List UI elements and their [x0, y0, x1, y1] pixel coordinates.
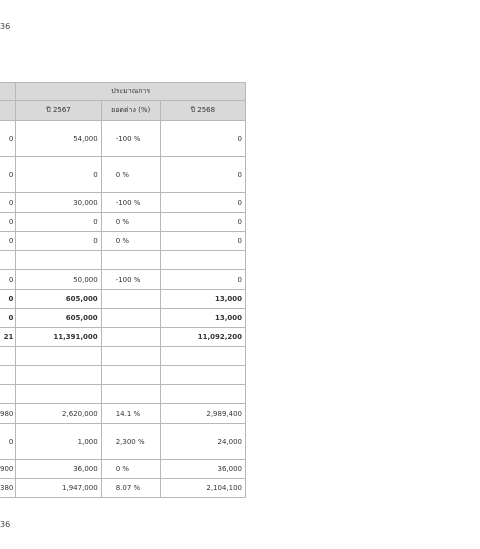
diff-percent-cell	[101, 251, 160, 270]
year-2568-cell: 2,989,400	[160, 404, 245, 424]
table-row	[0, 121, 246, 157]
year-2567-cell: 605,000	[16, 290, 101, 309]
year-2568-cell	[160, 347, 245, 366]
diff-percent-cell	[101, 290, 160, 309]
prev-year-cell: 980	[0, 404, 16, 424]
prev-year-cell: 0	[0, 213, 16, 232]
diff-percent-cell	[101, 385, 160, 404]
table-row	[0, 347, 246, 366]
group-header-estimate: ประมาณการ	[16, 83, 246, 101]
diff-percent-cell	[101, 328, 160, 347]
diff-percent-cell	[101, 347, 160, 366]
prev-year-cell: 0	[0, 157, 16, 193]
prev-year-cell	[0, 385, 16, 404]
year-2567-cell	[16, 366, 101, 385]
diff-percent-cell	[101, 309, 160, 328]
diff-percent-cell: -100 %	[101, 193, 160, 213]
prev-year-cell: 0	[0, 424, 16, 460]
table-row	[0, 270, 246, 290]
prev-year-cell: 900	[0, 460, 16, 479]
year-2568-cell: 0	[160, 193, 245, 213]
year-2567-cell: 30,000	[16, 193, 101, 213]
prev-year-cell: 21	[0, 328, 16, 347]
header-spacer	[0, 83, 16, 101]
page-number-bottom: 36	[0, 520, 11, 529]
year-2567-cell: 36,000	[16, 460, 101, 479]
year-2568-cell: 2,104,100	[160, 479, 245, 498]
prev-year-cell: 380	[0, 479, 16, 498]
table-row	[0, 213, 246, 232]
table-row	[0, 424, 246, 460]
budget-table	[0, 82, 246, 498]
prev-year-cell: 0	[0, 232, 16, 251]
table-column-header-row	[0, 101, 246, 121]
year-2567-cell: 1,000	[16, 424, 101, 460]
year-2567-cell: 50,000	[16, 270, 101, 290]
prev-year-cell: 0	[0, 193, 16, 213]
diff-percent-cell: 0 %	[101, 232, 160, 251]
year-2568-cell	[160, 385, 245, 404]
table-row	[0, 157, 246, 193]
diff-percent-cell: -100 %	[101, 121, 160, 157]
prev-year-cell: 0	[0, 290, 16, 309]
column-header-diff: ยอดต่าง (%)	[101, 101, 160, 121]
table-row	[0, 328, 246, 347]
diff-percent-cell	[101, 366, 160, 385]
diff-percent-cell: 14.1 %	[101, 404, 160, 424]
year-2568-cell: 0	[160, 157, 245, 193]
prev-year-cell	[0, 347, 16, 366]
year-2568-cell: 0	[160, 232, 245, 251]
table-row	[0, 385, 246, 404]
column-header-2568: ปี 2568	[160, 101, 245, 121]
table-row	[0, 309, 246, 328]
year-2568-cell	[160, 366, 245, 385]
table-group-header-row	[0, 83, 246, 101]
table-row	[0, 290, 246, 309]
year-2568-cell: 11,092,200	[160, 328, 245, 347]
prev-year-cell: 0	[0, 121, 16, 157]
table-row	[0, 193, 246, 213]
year-2568-cell: 13,000	[160, 290, 245, 309]
year-2567-cell: 54,000	[16, 121, 101, 157]
prev-year-cell: 0	[0, 270, 16, 290]
table-row	[0, 232, 246, 251]
year-2568-cell: 24,000	[160, 424, 245, 460]
diff-percent-cell: 8.07 %	[101, 479, 160, 498]
diff-percent-cell: 2,300 %	[101, 424, 160, 460]
year-2567-cell: 2,620,000	[16, 404, 101, 424]
year-2567-cell: 1,947,000	[16, 479, 101, 498]
header-spacer	[0, 101, 16, 121]
table-row	[0, 479, 246, 498]
year-2567-cell: 0	[16, 157, 101, 193]
table-row	[0, 251, 246, 270]
diff-percent-cell: -100 %	[101, 270, 160, 290]
table-row	[0, 366, 246, 385]
table-row	[0, 404, 246, 424]
diff-percent-cell: 0 %	[101, 460, 160, 479]
year-2568-cell	[160, 251, 245, 270]
year-2567-cell: 0	[16, 213, 101, 232]
prev-year-cell	[0, 366, 16, 385]
year-2568-cell: 0	[160, 213, 245, 232]
year-2567-cell: 605,000	[16, 309, 101, 328]
prev-year-cell: 0	[0, 309, 16, 328]
year-2567-cell: 0	[16, 232, 101, 251]
page-number-top: 36	[0, 22, 11, 31]
prev-year-cell	[0, 251, 16, 270]
year-2568-cell: 13,000	[160, 309, 245, 328]
diff-percent-cell: 0 %	[101, 213, 160, 232]
year-2567-cell	[16, 385, 101, 404]
year-2568-cell: 0	[160, 121, 245, 157]
year-2567-cell	[16, 347, 101, 366]
year-2567-cell: 11,391,000	[16, 328, 101, 347]
year-2568-cell: 36,000	[160, 460, 245, 479]
column-header-2567: ปี 2567	[16, 101, 101, 121]
year-2567-cell	[16, 251, 101, 270]
diff-percent-cell: 0 %	[101, 157, 160, 193]
table-row	[0, 460, 246, 479]
year-2568-cell: 0	[160, 270, 245, 290]
